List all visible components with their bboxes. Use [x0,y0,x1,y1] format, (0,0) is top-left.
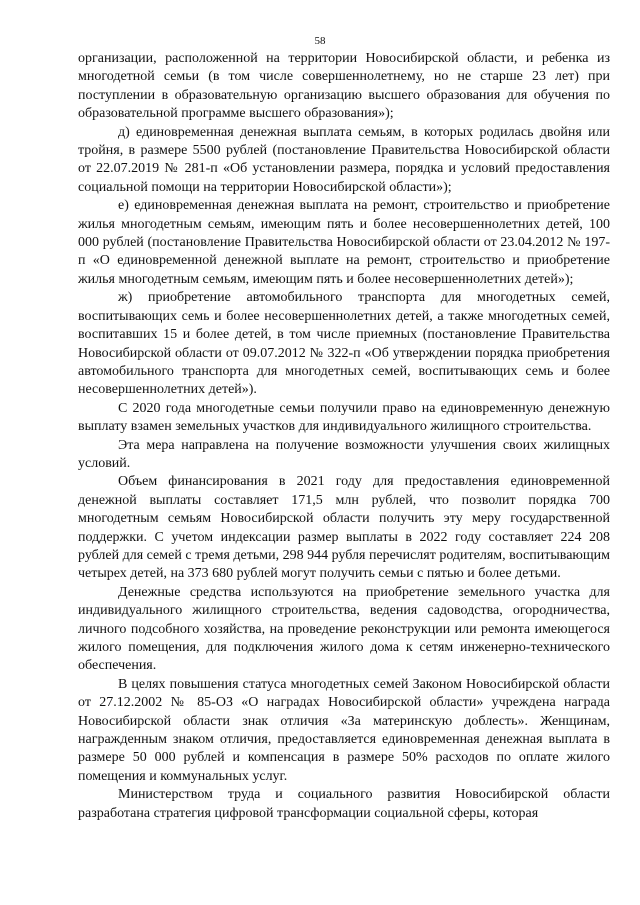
paragraph: Объем финансирования в 2021 году для предоставления единовременной денежной выплаты составляет 171,5 млн рублей, что позволит порядка 700 многодетным семьям Новосибирской области получить эту меру государственной поддержки. С учетом индексации размер выплаты в 2022 году составляет 224 208 рублей для семей с тремя детьми, 298 944 рубля перечислят родителям, воспитывающим четырех детей, на 373 680 рублей могут получить семьи с пятью и более детьми. [78,474,610,582]
paragraph: е) единовременная денежная выплата на ремонт, строительство и приобретение жилья многодетным семьям, имеющим пять и более несовершеннолетних детей, 100 000 рублей (постановление Правительства Новосибирской области от 23.04.2012 № 197-п «О единовременной денежной выплате на ремонт, строительство и приобретение жилья многодетным семьям, имеющим пять и более несовершеннолетних детей»); [78,198,610,287]
paragraph: Эта мера направлена на получение возможности улучшения своих жилищных условий. [78,437,610,471]
paragraph: Денежные средства используются на приобретение земельного участка для индивидуального жилищного строительства, ведения садоводства, огородничества, личного подсобного хозяйства, на проведение реконструкции или ремонта имеющегося жилого помещения, для подключения жилого дома к сетям инженерно-технического обеспечения. [78,584,610,674]
paragraph: организации, расположенной на территории Новосибирской области, и ребенка из многодетной семьи (в том числе совершеннолетнему, но не старше 23 лет) при поступлении в образовательную организацию высшего образования для обучения по образовательной программе высшего образования»); [78,51,610,122]
paragraph: ж) приобретение автомобильного транспорта для многодетных семей, воспитывающих семь и более несовершеннолетних детей, а также многодетных семей, воспитавших 15 и более детей, в том числе приемных (постановление Правительства Новосибирской области от 09.07.2012 № 322-п «Об утверждении порядка приобретения автомобильного транспорта для многодетных семей, воспитывающих семь и более несовершеннолетних детей»). [78,290,610,398]
document-body [78,50,610,823]
paragraph: Министерством труда и социального развития Новосибирской области разработана стратегия цифровой трансформации социальной сферы, которая [78,787,610,821]
paragraph: С 2020 года многодетные семьи получили право на единовременную денежную выплату взамен земельных участков для индивидуального жилищного строительства. [78,400,610,435]
paragraph: В целях повышения статуса многодетных семей Законом Новосибирской области от 27.12.2002 № 85-ОЗ «О наградах Новосибирской области» учреждена награда Новосибирской области знак отличия «За материнскую доблесть». Женщинам, награжденным знаком отличия, предоставляется единовременная денежная выплата в размере 50 000 рублей и компенсация в размере 50% расходов по оплате жилого помещения и коммунальных услуг. [78,676,610,784]
paragraph: д) единовременная денежная выплата семьям, в которых родилась двойня или тройня, в размере 5500 рублей (постановление Правительства Новосибирской области от 22.07.2019 № 281-п «Об установлении размера, порядка и условий предоставления социальной помощи на территории Новосибирской области»); [78,124,610,195]
page-number: 58 [314,35,326,47]
